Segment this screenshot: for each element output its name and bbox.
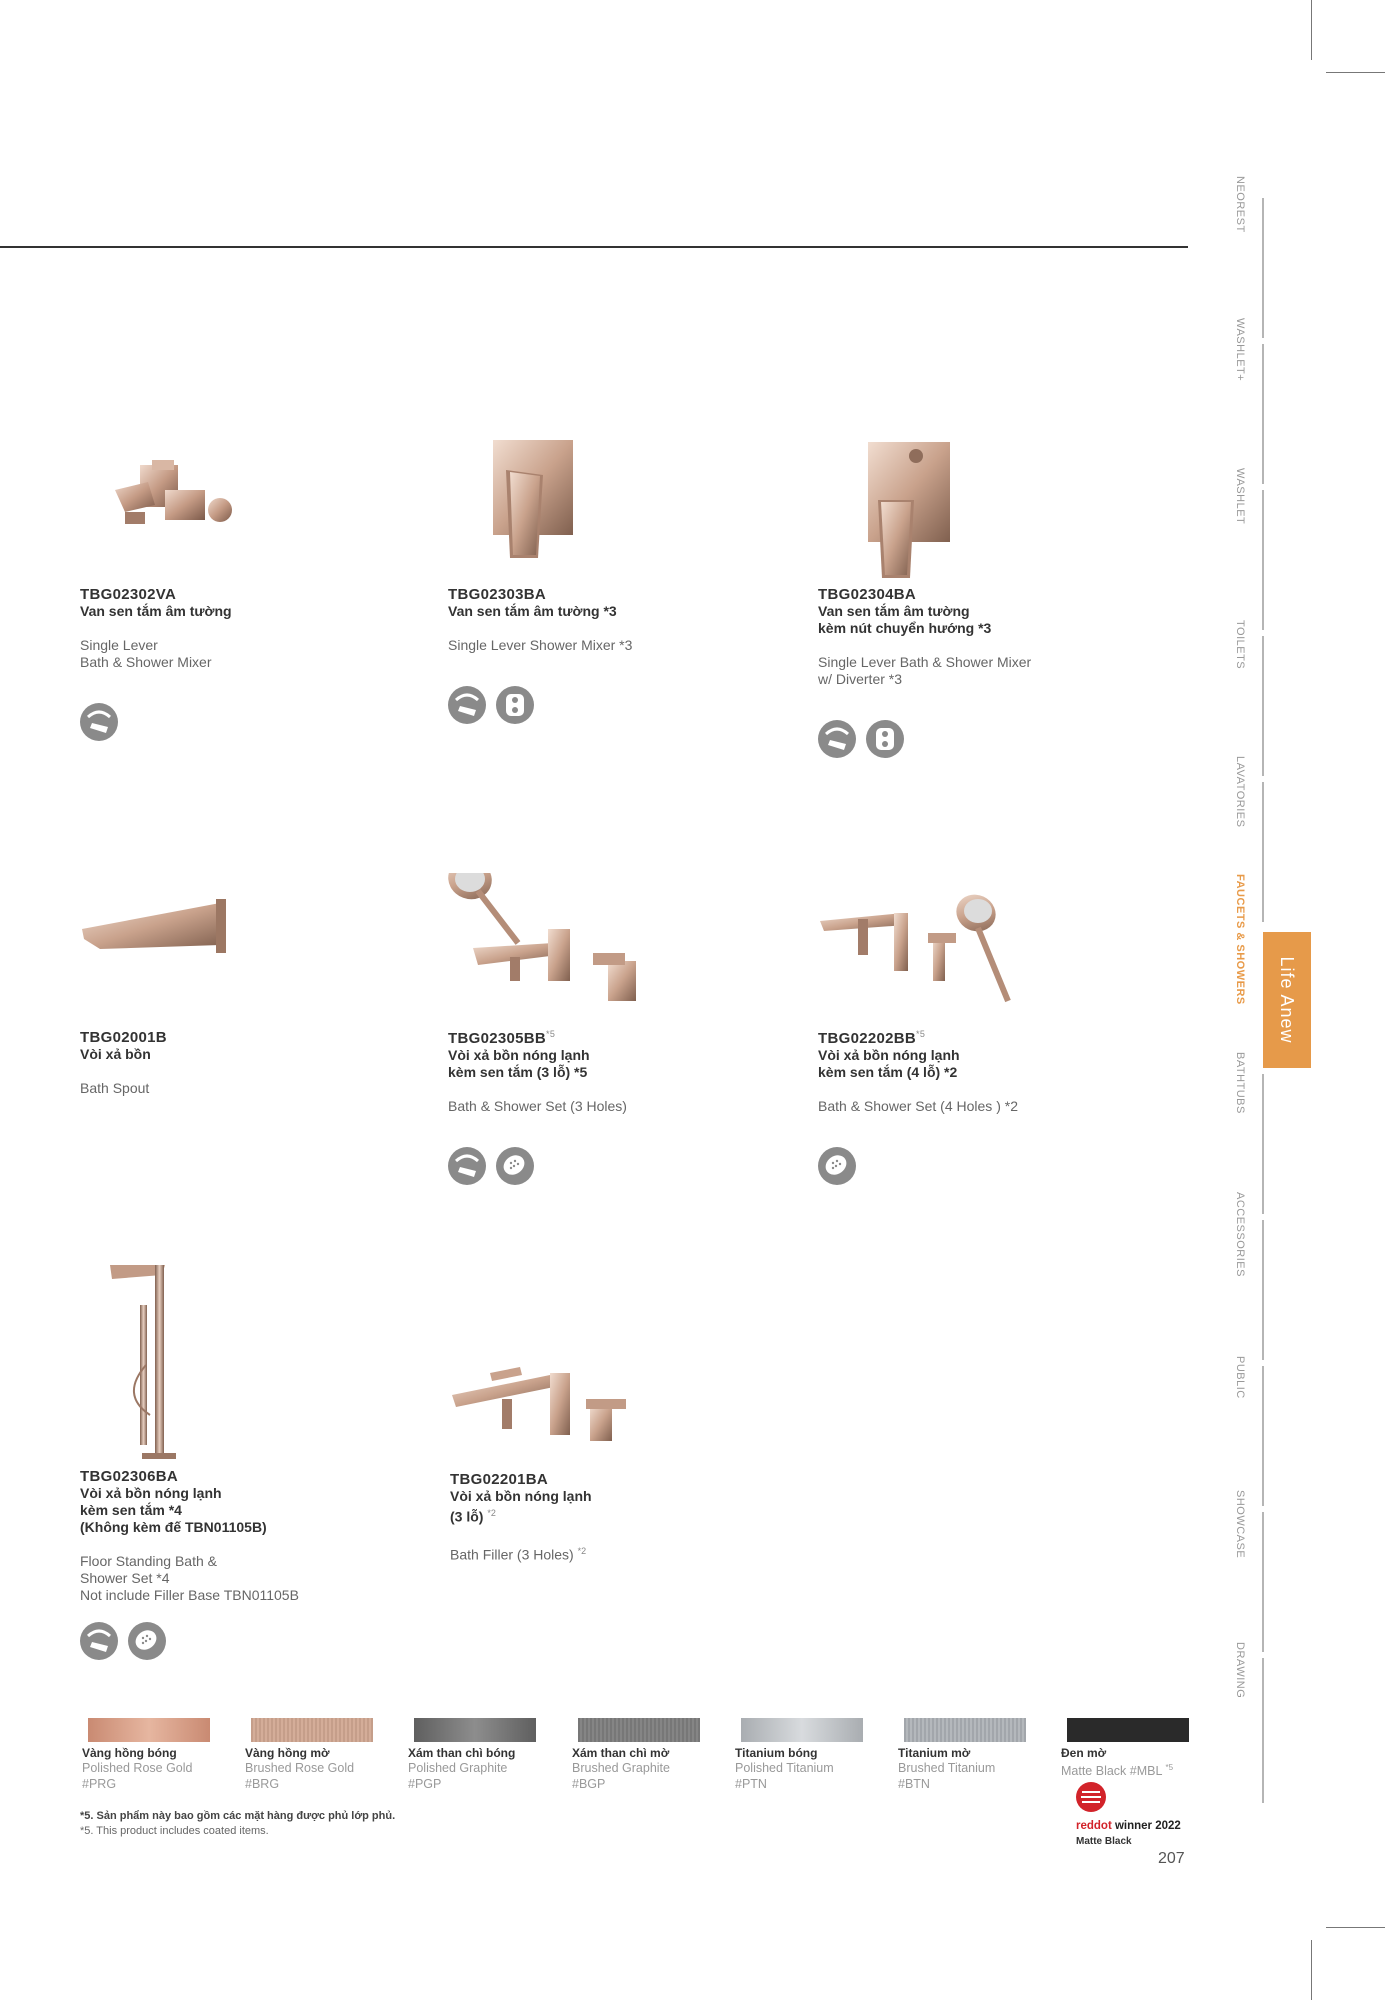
product-card[interactable]: [450, 1315, 770, 1563]
finish-chip: [414, 1718, 536, 1742]
side-divider: [1262, 490, 1264, 630]
product-code: TBG02302VA: [80, 586, 177, 603]
section-tab-label: Life Anew: [1277, 956, 1297, 1044]
product-name-en: Floor Standing Bath & Shower Set *4 Not include Filler Base TBN01105B: [80, 1553, 299, 1603]
product-image: [818, 873, 1018, 1023]
product-code: TBG02202BB$^{*5}$: [818, 1029, 926, 1047]
product-name-en: Single Lever Shower Mixer *3: [448, 637, 633, 653]
side-divider: [1262, 344, 1264, 484]
hand-shower-icon: [818, 720, 856, 758]
finish-chip: [578, 1718, 700, 1742]
product-card[interactable]: [80, 430, 400, 741]
page-number: 207: [1158, 1850, 1185, 1867]
finish-name-en: Polished Graphite: [408, 1761, 508, 1775]
side-divider: [1262, 1220, 1264, 1360]
finish-name-en: Brushed Rose Gold: [245, 1761, 355, 1775]
product-image: [448, 873, 648, 1023]
finish-code: #PTN: [735, 1777, 767, 1791]
product-image: [80, 1265, 280, 1462]
product-name-en: Single Lever Bath & Shower Mixer: [80, 637, 212, 670]
finish-chip: [251, 1718, 373, 1742]
finish-swatch: [245, 1718, 395, 1792]
product-image: [448, 430, 648, 580]
finish-chip: [1067, 1718, 1189, 1742]
side-index-toilets[interactable]: TOILETS: [1234, 620, 1246, 670]
finish-name-vn: Vàng hồng bóng: [82, 1746, 177, 1760]
finish-code: #BGP: [572, 1777, 606, 1791]
product-name-vn: Vòi xả bồn nóng lạnh kèm sen tắm (3 lỗ) *5: [448, 1047, 590, 1080]
product-name-vn: Vòi xả bồn: [80, 1046, 151, 1062]
header-rule: [0, 246, 1188, 248]
product-card[interactable]: [448, 430, 768, 724]
reddot-logo: [1074, 1780, 1108, 1814]
finish-name-vn: Đen mờ: [1061, 1746, 1107, 1760]
product-code: TBG02305BB$^{*5}$: [448, 1029, 556, 1047]
finish-name-en: Polished Titanium: [735, 1761, 834, 1775]
award-text: reddot winner 2022: [1076, 1820, 1181, 1832]
finish-name-vn: Vàng hồng mờ: [245, 1746, 330, 1760]
finish-swatch: [572, 1718, 722, 1792]
side-index-washlet-plus[interactable]: WASHLET+: [1234, 318, 1246, 382]
side-index-showcase[interactable]: SHOWCASE: [1234, 1490, 1246, 1559]
finish-chip: [88, 1718, 210, 1742]
finish-chip: [904, 1718, 1026, 1742]
product-name-en: Bath & Shower Set (3 Holes): [448, 1098, 627, 1114]
finish-name-vn: Titanium mờ: [898, 1746, 971, 1760]
side-divider: [1262, 1366, 1264, 1506]
side-index-drawing[interactable]: DRAWING: [1234, 1642, 1246, 1699]
product-name-en: Single Lever Bath & Shower Mixer w/ Diverter *3: [818, 654, 1032, 687]
crop-mark: [1311, 0, 1312, 60]
spray-head-icon: [128, 1622, 166, 1660]
finish-swatch: [82, 1718, 232, 1792]
product-code: TBG02304BA: [818, 586, 917, 603]
footnote-en: *5. This product includes coated items.: [80, 1825, 269, 1837]
product-code: TBG02201BA: [450, 1471, 549, 1488]
finish-code: #PGP: [408, 1777, 442, 1791]
product-name-vn: Vòi xả bồn nóng lạnh (3 lỗ) $^{*2}$: [450, 1488, 592, 1525]
crop-mark: [1326, 72, 1385, 73]
side-index-lavatories[interactable]: LAVATORIES: [1234, 756, 1246, 828]
concealed-box-icon: [496, 686, 534, 724]
side-divider: [1262, 1512, 1264, 1652]
finish-name-en: Matte Black #MBL $^{*5}$: [1061, 1763, 1174, 1779]
product-name-vn: Vòi xả bồn nóng lạnh kèm sen tắm *4 (Không kèm đế TBN01105B): [80, 1485, 267, 1535]
side-divider: [1262, 1658, 1264, 1803]
award-subtext: Matte Black: [1076, 1836, 1132, 1847]
hand-shower-icon: [448, 686, 486, 724]
product-name-vn: Van sen tắm âm tường *3: [448, 603, 617, 619]
side-index-neorest[interactable]: NEOREST: [1234, 176, 1246, 233]
feature-icons: [448, 1147, 768, 1185]
side-index-accessories[interactable]: ACCESSORIES: [1234, 1192, 1246, 1277]
product-image: [450, 1315, 650, 1465]
hand-shower-icon: [448, 1147, 486, 1185]
finish-chip: [741, 1718, 863, 1742]
feature-icons: [818, 1147, 1138, 1185]
product-image: [80, 430, 280, 580]
feature-icons: [448, 686, 768, 724]
hand-shower-icon: [80, 1622, 118, 1660]
footnote-vn: *5. Sản phẩm này bao gồm các mặt hàng được phủ lớp phủ.: [80, 1810, 396, 1822]
feature-icons: [80, 703, 400, 741]
side-divider: [1262, 636, 1264, 776]
product-card[interactable]: [80, 1265, 400, 1660]
finish-name-vn: Xám than chì bóng: [408, 1746, 516, 1760]
product-card[interactable]: [448, 873, 768, 1185]
finish-swatch: [898, 1718, 1048, 1792]
finish-code: #PRG: [82, 1777, 117, 1791]
product-image: [80, 873, 280, 1023]
product-card[interactable]: [80, 873, 400, 1097]
section-tab[interactable]: [1263, 932, 1311, 1068]
product-name-vn: Van sen tắm âm tường kèm nút chuyển hướng *3: [818, 603, 992, 636]
side-divider: [1262, 782, 1264, 922]
side-divider: [1262, 1074, 1264, 1214]
finish-code: #BTN: [898, 1777, 930, 1791]
finish-name-en: Brushed Titanium: [898, 1761, 996, 1775]
concealed-box-icon: [866, 720, 904, 758]
product-name-en: Bath & Shower Set (4 Holes ) *2: [818, 1098, 1018, 1114]
finish-name-en: Brushed Graphite: [572, 1761, 670, 1775]
finish-swatch: [1061, 1718, 1211, 1779]
feature-icons: [818, 720, 1138, 758]
spray-head-icon: [496, 1147, 534, 1185]
finish-swatch: [735, 1718, 885, 1792]
side-index-faucets-showers[interactable]: FAUCETS & SHOWERS: [1234, 874, 1246, 1005]
crop-mark: [1326, 1927, 1385, 1928]
product-name-vn: Vòi xả bồn nóng lạnh kèm sen tắm (4 lỗ) *2: [818, 1047, 960, 1080]
finish-code: #BRG: [245, 1777, 280, 1791]
side-divider: [1262, 198, 1264, 338]
product-code: TBG02001B: [80, 1029, 167, 1046]
crop-mark: [1311, 1940, 1312, 2000]
finish-name-vn: Titanium bóng: [735, 1746, 818, 1760]
side-index-bathtubs[interactable]: BATHTUBS: [1234, 1052, 1246, 1114]
product-card[interactable]: [818, 430, 1138, 758]
product-name-vn: Van sen tắm âm tường: [80, 603, 232, 619]
hand-shower-icon: [80, 703, 118, 741]
product-name-en: Bath Spout: [80, 1080, 150, 1096]
product-code: TBG02306BA: [80, 1468, 179, 1485]
finish-name-en: Polished Rose Gold: [82, 1761, 193, 1775]
finish-swatch: [408, 1718, 558, 1792]
product-name-en: Bath Filler (3 Holes) $^{*2}$: [450, 1545, 587, 1563]
side-index-washlet[interactable]: WASHLET: [1234, 468, 1246, 525]
side-index-public[interactable]: PUBLIC: [1234, 1356, 1246, 1399]
spray-head-icon: [818, 1147, 856, 1185]
product-code: TBG02303BA: [448, 586, 547, 603]
product-image: [818, 430, 1018, 580]
feature-icons: [80, 1622, 400, 1660]
finish-name-vn: Xám than chì mờ: [572, 1746, 670, 1760]
product-card[interactable]: [818, 873, 1138, 1185]
